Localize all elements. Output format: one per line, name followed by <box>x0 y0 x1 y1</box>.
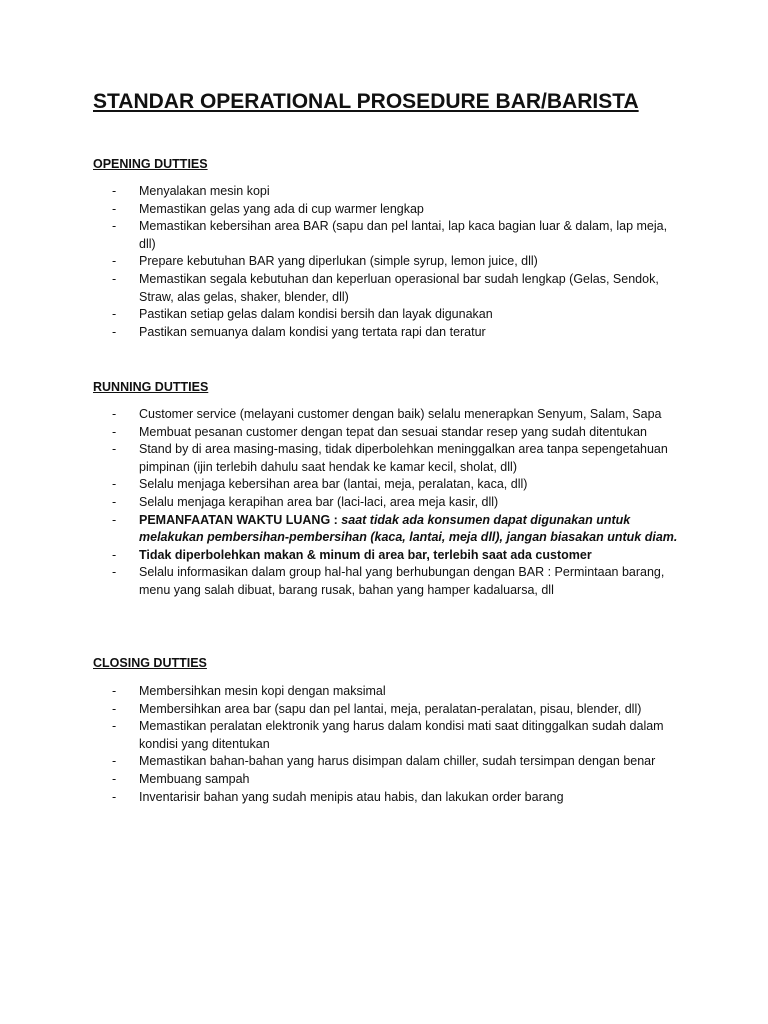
bullet-dash: - <box>112 701 117 716</box>
bullet-dash: - <box>112 307 117 322</box>
bullet-dash: - <box>112 547 117 562</box>
list-item <box>112 753 682 771</box>
list-item-text: Membersihkan area bar (sapu dan pel lantai, meja, peralatan-peralatan, pisau, blender, dll) <box>139 701 642 716</box>
bullet-dash: - <box>112 407 117 421</box>
luang-separator: : <box>330 512 342 527</box>
bullet-dash: - <box>112 754 117 769</box>
bullet-dash: - <box>112 184 117 198</box>
bullet-dash: - <box>112 254 117 269</box>
list-item-text: Menyalakan mesin kopi <box>139 184 270 198</box>
list-item-text: Membersihkan mesin kopi dengan maksimal <box>139 684 386 698</box>
bullet-dash: - <box>112 719 117 734</box>
list-item <box>112 271 682 306</box>
bullet-dash: - <box>112 771 117 786</box>
list-item <box>112 494 682 512</box>
list-item <box>112 701 682 719</box>
bullet-dash: - <box>112 789 117 804</box>
list-item-text: Selalu menjaga kerapihan area bar (laci-laci, area meja kasir, dll) <box>139 494 499 509</box>
list-item-text: Memastikan bahan-bahan yang harus disimpan dalam chiller, sudah tersimpan dengan benar <box>139 754 656 769</box>
bullet-dash: - <box>112 494 117 509</box>
list-item <box>112 218 682 253</box>
list-item-text: Selalu informasikan dalam group hal-hal yang berhubungan dengan BAR : Permintaan barang, menu yang salah dibuat, barang rusak, bahan yang hamper kadaluarsa, dll <box>139 565 665 597</box>
list-item-text: Inventarisir bahan yang sudah menipis atau habis, dan lakukan order barang <box>139 789 564 804</box>
closing-heading: CLOSING DUTTIES <box>93 656 207 670</box>
opening-heading: OPENING DUTTIES <box>93 157 208 171</box>
list-item <box>112 324 682 342</box>
list-item <box>112 406 682 424</box>
bullet-dash: - <box>112 512 117 527</box>
list-item <box>112 183 682 201</box>
list-item-text: Membuang sampah <box>139 771 250 786</box>
list-item-text: Memastikan kebersihan area BAR (sapu dan pel lantai, lap kaca bagian luar & dalam, lap meja, dll) <box>139 219 668 251</box>
list-item-text: Memastikan gelas yang ada di cup warmer lengkap <box>139 201 424 216</box>
bullet-dash: - <box>112 684 117 698</box>
bullet-dash: - <box>112 477 117 492</box>
list-item <box>112 306 682 324</box>
list-item-text: Memastikan segala kebutuhan dan keperluan operasional bar sudah lengkap (Gelas, Sendok, Straw, alas gelas, shaker, blender, dll) <box>139 271 659 304</box>
bullet-dash: - <box>112 271 117 286</box>
list-item <box>112 441 682 476</box>
list-item <box>112 476 682 494</box>
opening-list <box>112 183 682 341</box>
list-item <box>112 547 682 565</box>
bullet-dash: - <box>112 219 117 234</box>
list-item-text: Pastikan semuanya dalam kondisi yang tertata rapi dan teratur <box>139 324 486 339</box>
document-title: STANDAR OPERATIONAL PROSEDURE BAR/BARISTA <box>93 90 639 113</box>
list-item-text: Customer service (melayani customer dengan baik) selalu menerapkan Senyum, Salam, Sapa <box>139 407 662 421</box>
list-item <box>112 253 682 271</box>
list-item <box>112 201 682 219</box>
running-heading: RUNNING DUTTIES <box>93 380 209 394</box>
closing-list <box>112 683 682 806</box>
bullet-dash: - <box>112 442 117 457</box>
list-item <box>112 564 682 599</box>
list-item-text: Stand by di area masing-masing, tidak diperbolehkan meninggalkan area tanpa sepengetahuan pimpinan (ijin terlebih dahulu saat hendak ke kamar kecil, sholat, dll) <box>139 442 668 474</box>
list-item <box>112 512 682 547</box>
bullet-dash: - <box>112 324 117 339</box>
luang-label: PEMANFAATAN WAKTU LUANG <box>139 512 331 527</box>
bullet-dash: - <box>112 424 117 439</box>
list-item <box>112 771 682 789</box>
list-item <box>112 424 682 442</box>
list-item-text: Memastikan peralatan elektronik yang harus dalam kondisi mati saat ditinggalkan sudah dalam kondisi yang ditentukan <box>139 719 664 751</box>
list-item <box>112 789 682 807</box>
bullet-dash: - <box>112 565 117 580</box>
list-item-text: Membuat pesanan customer dengan tepat dan sesuai standar resep yang sudah ditentukan <box>139 424 647 439</box>
list-item-text: Prepare kebutuhan BAR yang diperlukan (simple syrup, lemon juice, dll) <box>139 254 538 269</box>
list-item <box>112 718 682 753</box>
list-item <box>112 683 682 701</box>
running-list <box>112 406 682 600</box>
list-item-text: Selalu menjaga kebersihan area bar (lantai, meja, peralatan, kaca, dll) <box>139 477 528 492</box>
list-item-text: Tidak diperbolehkan makan & minum di area bar, terlebih saat ada customer <box>139 547 592 562</box>
bullet-dash: - <box>112 201 117 216</box>
list-item-text: Pastikan setiap gelas dalam kondisi bersih dan layak digunakan <box>139 307 493 322</box>
luang-text: saat tidak ada konsumen dapat digunakan untuk melakukan pembersihan-pembersihan (kaca, lantai, meja dll), jangan biasakan untuk diam. <box>139 512 678 545</box>
